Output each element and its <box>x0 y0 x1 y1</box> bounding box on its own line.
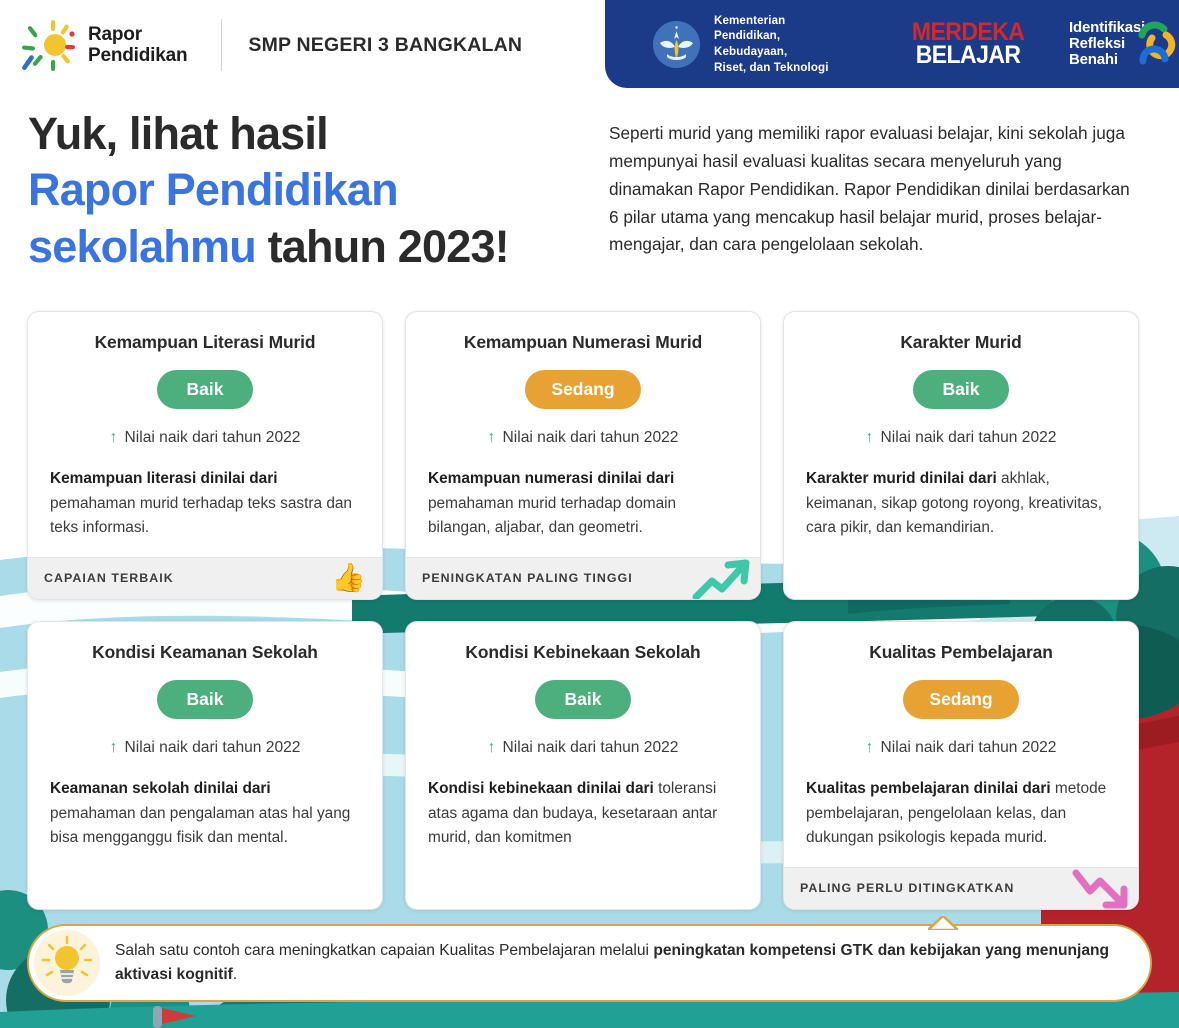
ministry-line-3: Riset, dan Teknologi <box>714 60 829 74</box>
indicator-card[interactable] <box>27 621 383 910</box>
card-description-bold: Kualitas pembelajaran dinilai dari <box>806 779 1051 797</box>
tip-banner <box>27 924 1152 1002</box>
irb-line-3: Benahi <box>1069 51 1118 69</box>
status-badge: Sedang <box>903 680 1018 719</box>
card-description-bold: Karakter murid dinilai dari <box>806 470 997 487</box>
header-divider <box>221 19 222 71</box>
indicator-card-grid <box>27 311 1152 910</box>
indicator-card[interactable] <box>405 621 761 910</box>
tip-text-bold: peningkatan kompetensi GTK dan kebijakan yang menunjang aktivasi kognitif <box>115 941 1110 983</box>
brand-block <box>0 18 522 72</box>
chart-trend-up-icon <box>692 555 754 600</box>
badge-row <box>428 370 738 409</box>
ministry-line-1: Kementerian <box>714 13 786 27</box>
trend-label: Nilai naik dari tahun 2022 <box>880 429 1057 446</box>
page-header <box>0 0 1179 90</box>
merdeka-line-1: MERDEKA <box>911 18 1025 46</box>
status-badge: Baik <box>157 680 253 719</box>
card-title: Kemampuan Numerasi Murid <box>463 332 703 352</box>
card-description <box>428 467 738 541</box>
sun-rays-logo-icon <box>22 18 80 72</box>
card-description-rest: pemahaman murid terhadap domain bilangan, aljabar, dan geometri. <box>428 494 677 537</box>
card-description-rest: metode pembelajaran, pengelolaan kelas, dan dukungan psikologis kepada murid. <box>806 779 1107 847</box>
card-description <box>50 777 360 851</box>
hero-line-1: Yuk, lihat hasil <box>28 108 328 159</box>
card-description-rest: pemahaman dan pengalaman atas hal yang bisa mengganggu fisik dan mental. <box>50 804 351 847</box>
brand-line-1: Rapor <box>88 23 142 45</box>
tip-text-before: Salah satu contoh cara meningkatkan capaian Kualitas Pembelajaran melalui <box>115 941 654 959</box>
arrow-up-icon: ↑ <box>865 738 874 756</box>
brand-name <box>88 24 187 67</box>
ministry-line-2: Pendidikan, Kebudayaan, <box>714 29 788 58</box>
card-description <box>50 467 360 541</box>
indicator-card[interactable] <box>405 311 761 600</box>
brand-line-2: Pendidikan <box>88 45 188 66</box>
status-badge: Baik <box>535 680 631 719</box>
indicator-card[interactable] <box>27 311 383 600</box>
tut-wuri-handayani-emblem-icon <box>653 21 700 68</box>
card-description-bold: Kemampuan literasi dinilai dari <box>50 470 278 487</box>
card-description <box>428 777 738 851</box>
tip-text <box>103 939 1150 987</box>
chart-trend-down-icon <box>1070 865 1132 910</box>
card-title: Kondisi Keamanan Sekolah <box>92 641 318 662</box>
status-badge: Baik <box>913 370 1009 409</box>
irb-line-2: Refleksi <box>1069 34 1125 52</box>
card-body <box>406 622 760 909</box>
card-body <box>784 312 1138 599</box>
trend-label: Nilai naik dari tahun 2022 <box>880 738 1057 756</box>
card-title: Karakter Murid <box>900 332 1022 352</box>
arrow-up-icon: ↑ <box>109 738 118 756</box>
card-footer-label: PENINGKATAN PALING TINGGI <box>422 571 633 586</box>
card-body <box>406 312 760 557</box>
arrow-up-icon: ↑ <box>487 429 496 446</box>
indicator-card[interactable] <box>783 311 1139 600</box>
trend-label: Nilai naik dari tahun 2022 <box>124 738 301 756</box>
badge-row <box>50 370 360 409</box>
ministry-banner <box>605 0 1179 88</box>
school-name: SMP NEGERI 3 BANGKALAN <box>248 33 523 56</box>
badge-row <box>806 370 1116 409</box>
hero-line-3-rest: tahun 2023! <box>255 220 509 272</box>
hero-line-2: Rapor Pendidikan <box>28 164 398 216</box>
page-title <box>28 106 588 275</box>
card-footer <box>28 557 382 599</box>
trend-row <box>428 739 738 757</box>
badge-row <box>806 680 1116 719</box>
irb-line-1: Identifikasi <box>1069 18 1145 36</box>
intro-paragraph: Seperti murid yang memiliki rapor evaluasi belajar, kini sekolah juga mempunyai hasil evaluasi kualitas secara menyeluruh yang dinamakan Rapor Pendidikan. Rapor Pendidikan dinilai berdasarkan 6 pilar utama yang mencakup hasil belajar murid, proses belajar-mengajar, dan cara pengelolaan sekolah. <box>609 123 1130 255</box>
card-footer-label: PALING PERLU DITINGKATKAN <box>800 881 1015 896</box>
lightbulb-icon <box>31 927 103 999</box>
hero-heading <box>28 106 588 275</box>
arrow-up-icon: ↑ <box>109 429 118 446</box>
ministry-text <box>714 13 843 75</box>
card-description-bold: Kemampuan numerasi dinilai dari <box>428 470 675 487</box>
card-footer <box>406 557 760 599</box>
card-title: Kualitas Pembelajaran <box>869 641 1053 662</box>
thumbs-up-icon: 👍 <box>331 562 366 594</box>
irb-arc-mark-icon <box>1133 21 1179 67</box>
badge-row <box>428 680 738 719</box>
card-body <box>28 622 382 909</box>
card-description-bold: Kondisi kebinekaan dinilai dari <box>428 779 654 797</box>
hero-line-3-accent: sekolahmu <box>28 220 256 272</box>
status-badge: Baik <box>157 370 253 409</box>
trend-label: Nilai naik dari tahun 2022 <box>502 429 679 446</box>
trend-row <box>806 429 1116 447</box>
badge-row <box>50 680 360 719</box>
card-body <box>784 622 1138 867</box>
merdeka-line-2: BELAJAR <box>915 41 1021 69</box>
card-description-rest: akhlak, keimanan, sikap gotong royong, kreativitas, cara pikir, dan kemandirian. <box>806 470 1103 537</box>
card-description <box>806 777 1116 851</box>
trend-label: Nilai naik dari tahun 2022 <box>502 738 679 756</box>
identifikasi-refleksi-benahi-logo <box>1069 20 1179 69</box>
trend-row <box>50 739 360 757</box>
arrow-up-icon: ↑ <box>487 738 496 756</box>
tip-text-after: . <box>232 966 238 983</box>
card-title: Kondisi Kebinekaan Sekolah <box>465 641 701 662</box>
card-footer <box>784 867 1138 909</box>
indicator-card[interactable] <box>783 621 1139 910</box>
card-description-rest: pemahaman murid terhadap teks sastra dan teks informasi. <box>50 494 352 537</box>
merdeka-belajar-logo <box>907 18 1029 69</box>
trend-row <box>428 429 738 447</box>
card-title: Kemampuan Literasi Murid <box>94 332 316 352</box>
card-footer-label: CAPAIAN TERBAIK <box>44 571 174 586</box>
trend-label: Nilai naik dari tahun 2022 <box>124 429 301 446</box>
trend-row <box>806 739 1116 757</box>
card-description <box>806 467 1116 541</box>
card-description-rest: toleransi atas agama dan budaya, kesetaraan antar murid, dan komitmen <box>428 779 718 847</box>
status-badge: Sedang <box>525 370 640 409</box>
arrow-up-icon: ↑ <box>865 429 874 446</box>
tip-pointer-notch <box>928 916 958 930</box>
card-body <box>28 312 382 557</box>
card-description-bold: Keamanan sekolah dinilai dari <box>50 779 271 797</box>
trend-row <box>50 429 360 447</box>
